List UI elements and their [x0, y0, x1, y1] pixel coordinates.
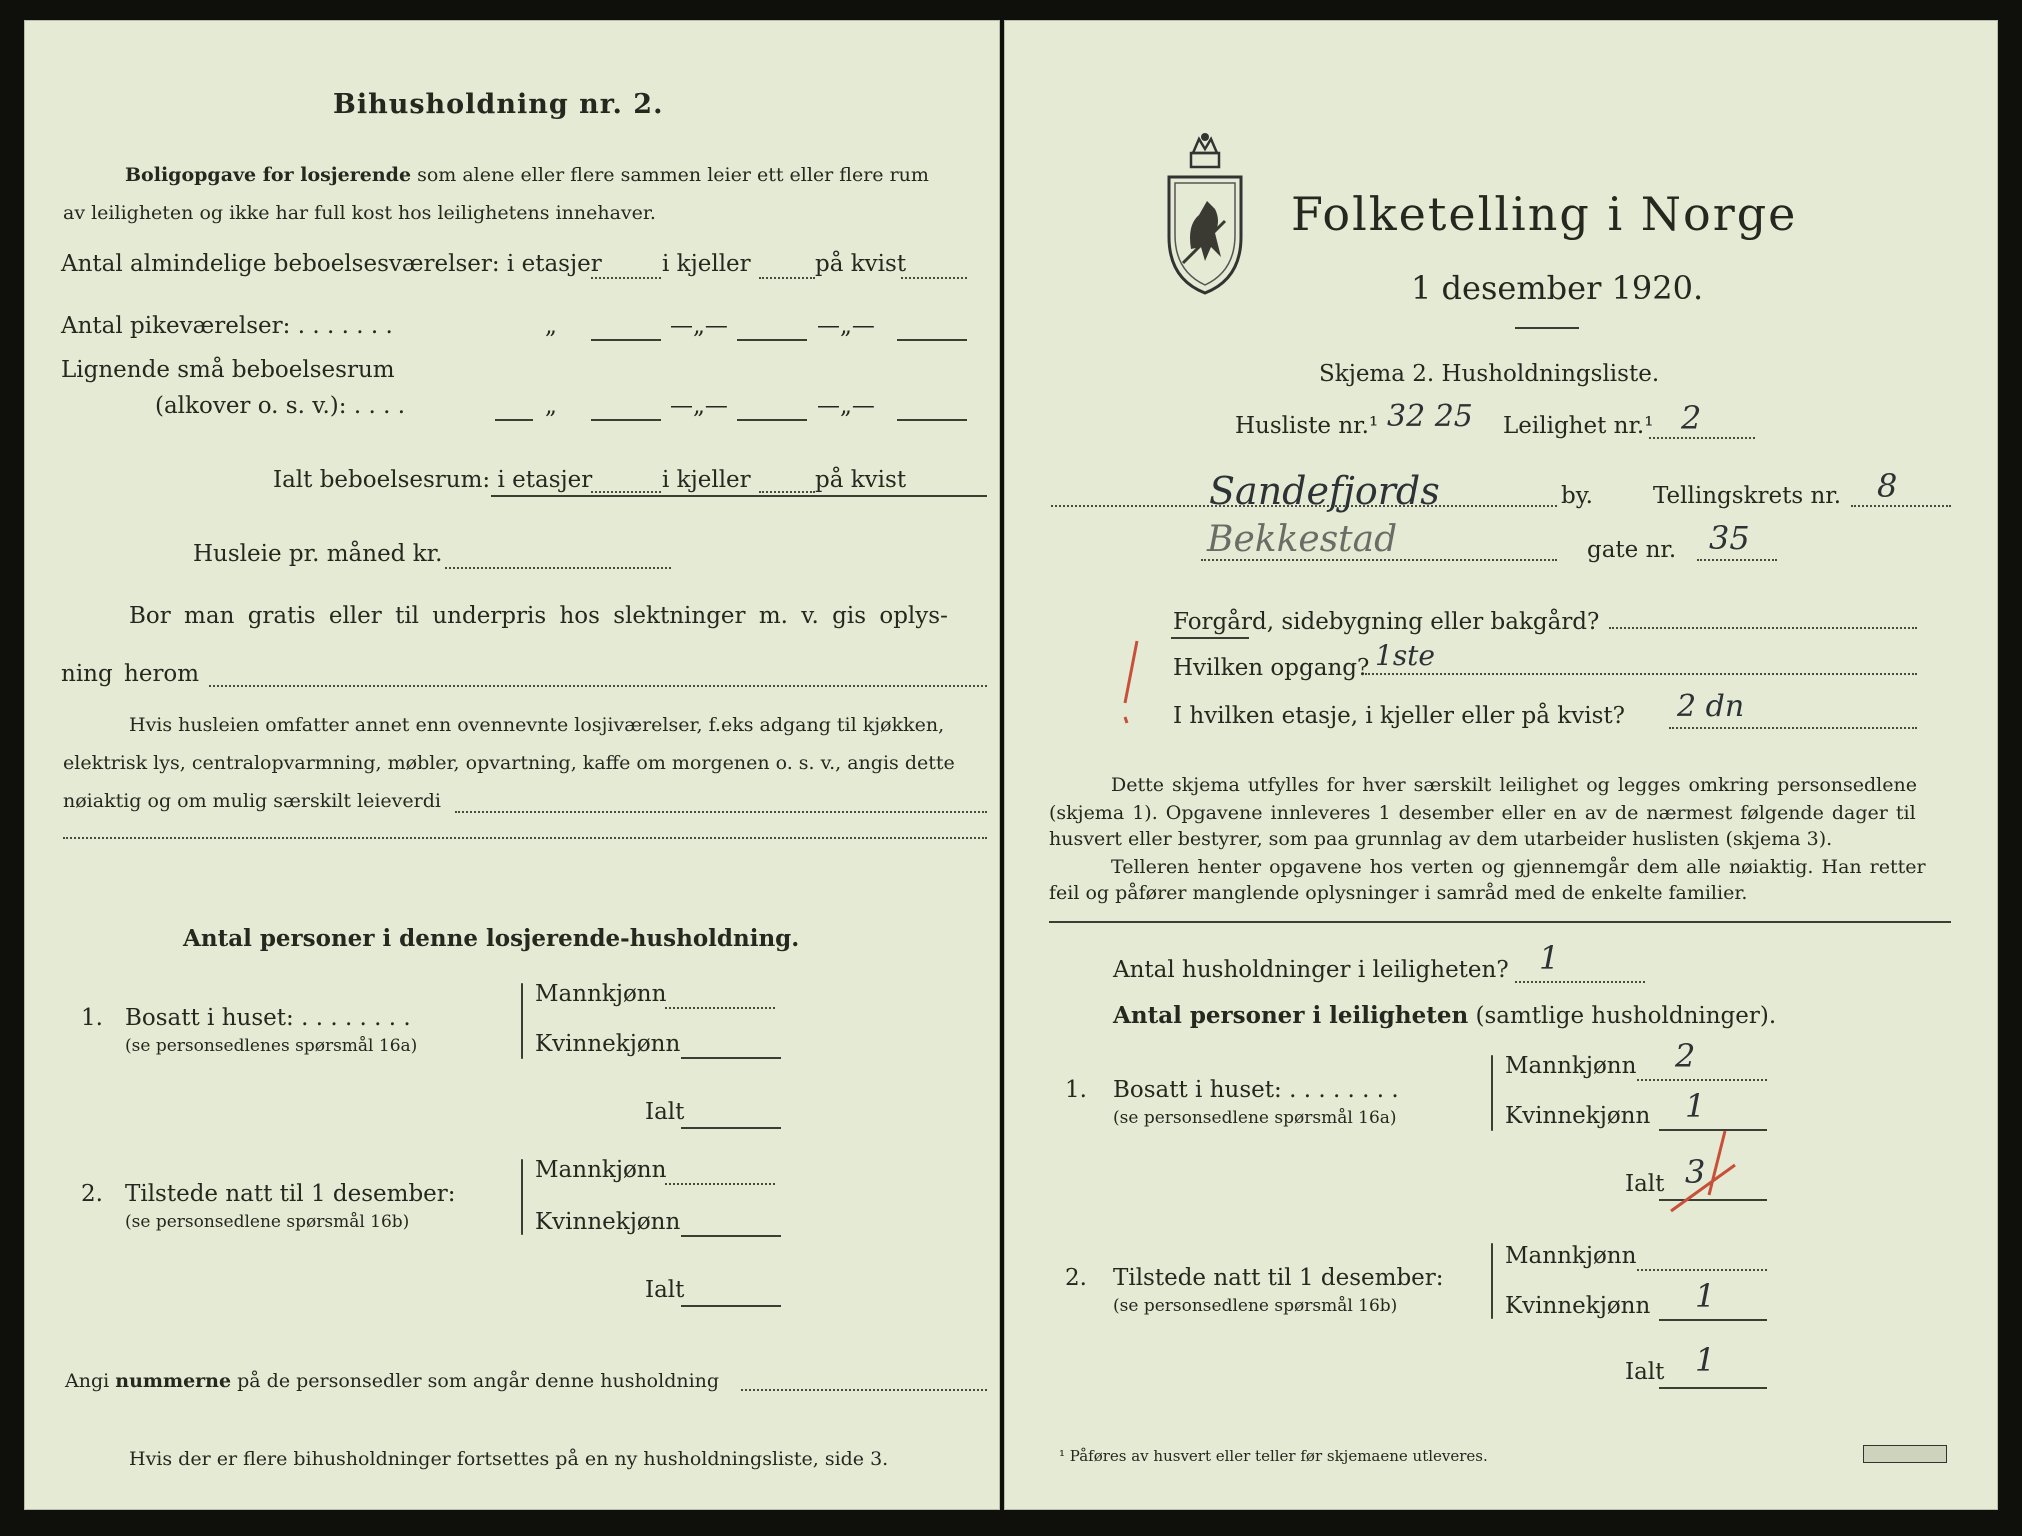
- left-item1-num: 1.: [81, 1005, 103, 1031]
- ialt-rooms-underline: [491, 495, 987, 497]
- hvis-line-2: elektrisk lys, centralopvarmning, møbler, opvartning, kaffe om morgenen o. s. v., angis dette: [63, 752, 955, 774]
- alkover-field-3: [897, 419, 967, 421]
- gate-nr-field: [1697, 559, 1777, 561]
- right-item1-brace: [1491, 1055, 1493, 1131]
- by-label: by.: [1561, 483, 1593, 509]
- angi-line: [65, 1369, 719, 1393]
- right-title: Folketelling i Norge: [1291, 187, 1798, 241]
- husleie-label: Husleie pr. måned kr.: [193, 541, 443, 567]
- right-item2-sub: (se personsedlene spørsmål 16b): [1113, 1296, 1398, 1316]
- right-item2-kvinne-label: Kvinnekjønn: [1505, 1293, 1651, 1319]
- pike-ditto-2: —„—: [670, 313, 728, 339]
- pike-field-3: [897, 339, 967, 341]
- left-item1-mann-field: [665, 1007, 775, 1009]
- etasje-field: [1669, 727, 1917, 729]
- left-item2-num: 2.: [81, 1181, 103, 1207]
- rooms-kjeller-label: i kjeller: [662, 251, 751, 277]
- right-item1-mann-field: [1637, 1079, 1767, 1081]
- rooms-label: Antal almindelige beboelsesværelser: i etasjer: [61, 251, 602, 277]
- intro-bold: Boligopgave for losjerende: [125, 164, 412, 186]
- right-footnote: ¹ Påføres av husvert eller teller før skjemaene utleveres.: [1059, 1447, 1488, 1465]
- opgang-value: 1ste: [1375, 639, 1436, 672]
- ialt-kjeller-label: i kjeller: [662, 467, 751, 493]
- left-item2-kvinne-label: Kvinnekjønn: [535, 1209, 681, 1235]
- norwegian-coat-of-arms-icon: [1163, 129, 1247, 297]
- right-item2-kvinne-value: 1: [1695, 1277, 1716, 1315]
- alkover-field-0: [495, 419, 533, 421]
- right-item1-kvinne-label: Kvinnekjønn: [1505, 1103, 1651, 1129]
- rooms-etasjer-field: [591, 277, 661, 279]
- right-item2-ialt-field: [1659, 1387, 1767, 1389]
- left-title: Bihusholdning nr. 2.: [333, 89, 664, 120]
- antal-hush-label: Antal husholdninger i leiligheten?: [1113, 957, 1509, 983]
- instruction-line-4: Telleren henter opgavene hos verten og gjennemgår dem alle nøiaktig. Han retter: [1111, 856, 1926, 878]
- husliste-value: 32 25: [1387, 399, 1473, 434]
- forgaard-field: [1609, 627, 1917, 629]
- left-item1-label: Bosatt i huset: . . . . . . . .: [125, 1005, 411, 1031]
- left-item1-kvinne-label: Kvinnekjønn: [535, 1031, 681, 1057]
- right-item1-num: 1.: [1065, 1077, 1087, 1103]
- right-date: 1 desember 1920.: [1411, 269, 1704, 307]
- left-item1-ialt-label: Ialt: [645, 1099, 685, 1125]
- ialt-etasjer-field: [591, 491, 661, 493]
- instruction-line-1: Dette skjema utfylles for hver særskilt leilighet og legges omkring personsedlene: [1111, 774, 1917, 796]
- krets-label: Tellingskrets nr.: [1653, 483, 1842, 509]
- left-item2-ialt-label: Ialt: [645, 1277, 685, 1303]
- ialt-kjeller-field: [759, 491, 815, 493]
- left-item2-sub: (se personsedlene spørsmål 16b): [125, 1212, 410, 1232]
- intro-rest: som alene eller flere sammen leier ett eller flere rum: [417, 164, 929, 186]
- red-correction-stroke: [1665, 1125, 1745, 1215]
- angi-rest: på de personsedler som angår denne husholdning: [237, 1370, 720, 1392]
- bor-line-2: ning herom: [61, 661, 200, 687]
- right-persons-heading-bold: Antal personer i leiligheten: [1113, 1002, 1469, 1029]
- angi-pre: Angi: [65, 1370, 110, 1392]
- right-item2-mann-field: [1637, 1269, 1767, 1271]
- opgang-field: [1365, 673, 1917, 675]
- alkover-label: (alkover o. s. v.): . . . .: [155, 393, 406, 419]
- title-divider: [1515, 327, 1579, 329]
- leilighet-label: Leilighet nr.¹: [1503, 413, 1654, 439]
- intro-line-1: [125, 163, 929, 187]
- alkover-ditto-2: —„—: [670, 393, 728, 419]
- right-item2-label: Tilstede natt til 1 desember:: [1113, 1265, 1444, 1291]
- left-item2-mann-field: [665, 1183, 775, 1185]
- right-item1-ialt-label: Ialt: [1625, 1171, 1665, 1197]
- gate-value: Bekkestad: [1207, 519, 1398, 560]
- ialt-rooms-label: Ialt beboelsesrum: i etasjer: [273, 467, 593, 493]
- rooms-kjeller-field: [759, 277, 815, 279]
- instruction-divider: [1049, 921, 1951, 923]
- left-item1-mann-label: Mannkjønn: [535, 981, 667, 1007]
- leilighet-value: 2: [1681, 399, 1702, 437]
- pike-field-2: [737, 339, 807, 341]
- rooms-kvist-field: [901, 277, 967, 279]
- right-item1-mann-value: 2: [1675, 1037, 1696, 1075]
- lignende-label: Lignende små beboelsesrum: [61, 357, 395, 383]
- right-item2-kvinne-field: [1659, 1319, 1767, 1321]
- leilighet-field: [1649, 437, 1755, 439]
- etasje-value: 2 dn: [1677, 689, 1745, 724]
- printer-stamp-icon: [1863, 1445, 1947, 1463]
- left-item1-sub: (se personsedlenes spørsmål 16a): [125, 1036, 418, 1056]
- ialt-kvist-label: på kvist: [815, 467, 907, 493]
- angi-bold: nummerne: [115, 1370, 232, 1392]
- right-item1-label: Bosatt i huset: . . . . . . . .: [1113, 1077, 1399, 1103]
- pike-field-1: [591, 339, 661, 341]
- left-item2-kvinne-field: [681, 1235, 781, 1237]
- left-item2-brace: [521, 1159, 523, 1235]
- right-persons-heading-rest: (samtlige husholdninger).: [1475, 1003, 1777, 1029]
- right-item1-sub: (se personsedlene spørsmål 16a): [1113, 1108, 1397, 1128]
- right-item2-ialt-value: 1: [1695, 1341, 1716, 1379]
- right-page-husholdningsliste: [1004, 20, 1998, 1510]
- left-item2-mann-label: Mannkjønn: [535, 1157, 667, 1183]
- right-item2-mann-label: Mannkjønn: [1505, 1243, 1637, 1269]
- instruction-line-3: husvert eller bestyrer, som paa grunnlag av dem utarbeider huslisten (skjema 3).: [1049, 828, 1833, 850]
- husleie-field: [445, 567, 671, 569]
- hvis-line-1: Hvis husleien omfatter annet enn ovennevnte losjiværelser, f.eks adgang til kjøkken,: [129, 714, 945, 736]
- antal-hush-value: 1: [1539, 939, 1560, 977]
- alkover-ditto-1: „: [545, 393, 557, 419]
- husliste-label: Husliste nr.¹: [1235, 413, 1379, 439]
- right-item2-num: 2.: [1065, 1265, 1087, 1291]
- pike-label: Antal pikeværelser: . . . . . . .: [61, 313, 393, 339]
- left-item1-ialt-field: [681, 1127, 781, 1129]
- intro-line-2: av leiligheten og ikke har full kost hos leilighetens innehaver.: [63, 202, 656, 224]
- alkover-field-1: [591, 419, 661, 421]
- city-value: Sandefjords: [1209, 469, 1440, 513]
- red-check-mark: [1117, 637, 1147, 727]
- antal-hush-field: [1515, 981, 1645, 983]
- hvis-field-2: [63, 837, 987, 839]
- left-page-bihusholdning: [24, 20, 1000, 1510]
- alkover-ditto-3: —„—: [817, 393, 875, 419]
- angi-field: [741, 1389, 987, 1391]
- left-item2-ialt-field: [681, 1305, 781, 1307]
- right-item2-ialt-label: Ialt: [1625, 1359, 1665, 1385]
- left-item2-label: Tilstede natt til 1 desember:: [125, 1181, 456, 1207]
- instruction-line-2: (skjema 1). Opgavene innleveres 1 desember eller en av de nærmest følgende dager til: [1049, 802, 1916, 824]
- left-item1-kvinne-field: [681, 1057, 781, 1059]
- pike-ditto-3: —„—: [817, 313, 875, 339]
- right-item1-ialt-value: 3: [1685, 1153, 1706, 1191]
- instruction-line-5: feil og påfører manglende oplysninger i samråd med de enkelte familier.: [1049, 882, 1748, 904]
- hvis-line-3: nøiaktig og om mulig særskilt leieverdi: [63, 790, 441, 812]
- krets-value: 8: [1877, 467, 1898, 505]
- krets-field: [1851, 505, 1951, 507]
- skjema-label: Skjema 2. Husholdningsliste.: [1319, 361, 1660, 387]
- forgaard-label: Forgård, sidebygning eller bakgård?: [1173, 609, 1600, 635]
- rooms-kvist-label: på kvist: [815, 251, 907, 277]
- opgang-label: Hvilken opgang?: [1173, 655, 1370, 681]
- hvis-field: [455, 811, 987, 813]
- gate-label: gate nr.: [1587, 537, 1677, 563]
- left-persons-heading: Antal personer i denne losjerende-husholdning.: [183, 925, 800, 952]
- right-item1-kvinne-value: 1: [1685, 1087, 1706, 1125]
- right-item2-brace: [1491, 1243, 1493, 1319]
- etasje-label: I hvilken etasje, i kjeller eller på kvist?: [1173, 703, 1625, 729]
- bor-line-1: Bor man gratis eller til underpris hos slektninger m. v. gis oplys-: [129, 603, 948, 629]
- forgaard-underline: [1171, 637, 1249, 639]
- left-item1-brace: [521, 983, 523, 1059]
- right-item1-mann-label: Mannkjønn: [1505, 1053, 1637, 1079]
- right-persons-heading: [1113, 1001, 1776, 1031]
- left-footer: Hvis der er flere bihusholdninger fortsettes på en ny husholdningsliste, side 3.: [129, 1448, 889, 1470]
- gate-nr-value: 35: [1709, 519, 1750, 557]
- pike-ditto-1: „: [545, 313, 557, 339]
- alkover-field-2: [737, 419, 807, 421]
- bor-field: [209, 685, 987, 687]
